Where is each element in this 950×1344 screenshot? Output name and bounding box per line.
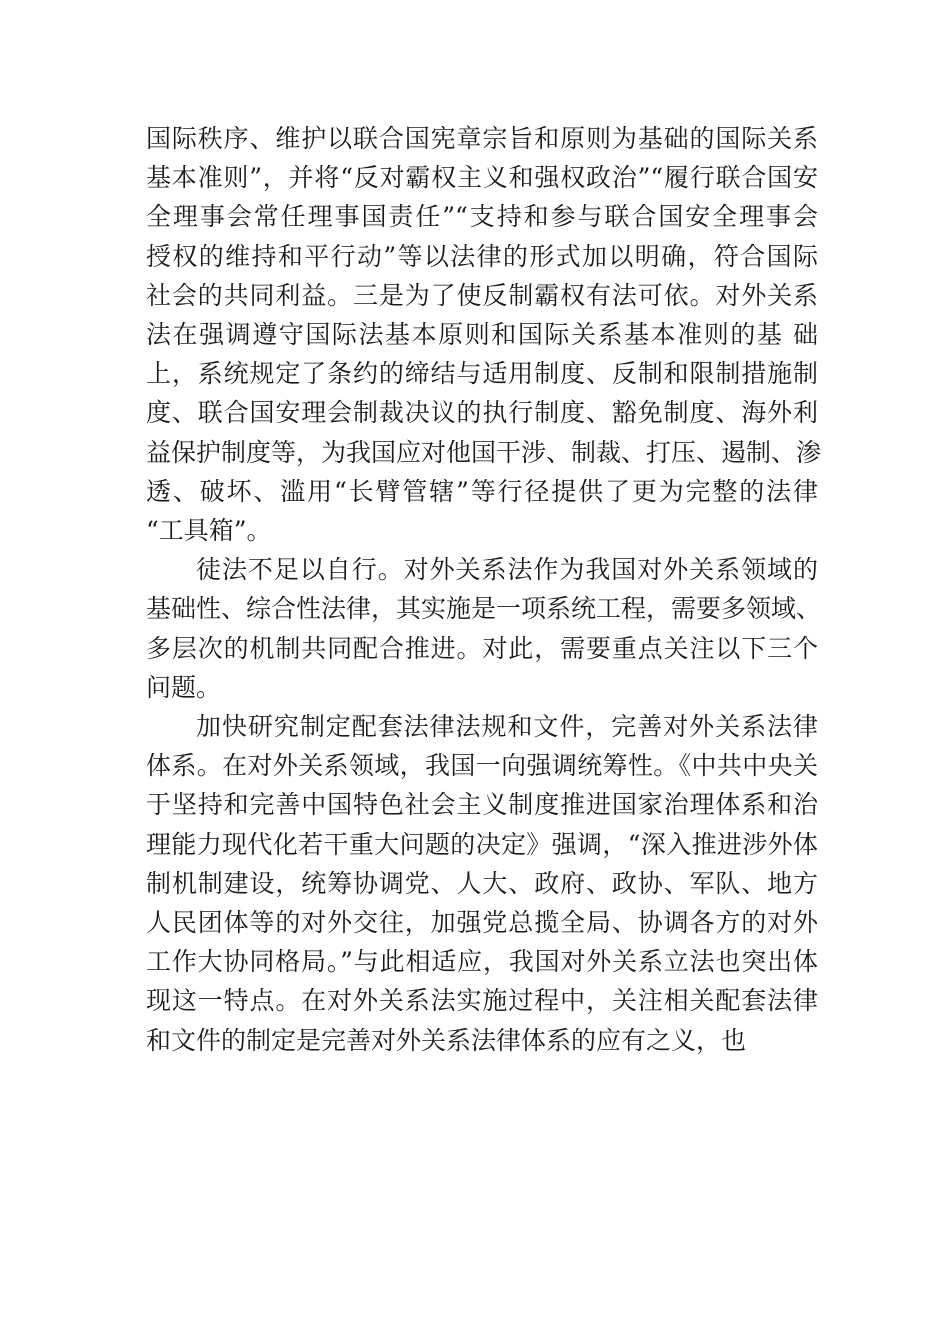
text-line: 度、联合国安理会制裁决议的执行制度、豁免制度、海外利: [146, 398, 818, 428]
text-line: 基础性、综合性法律，其实施是一项系统工程，需要多领域、: [146, 594, 822, 624]
text-line: 问题。: [146, 672, 222, 702]
text-line: 全理事会常任理事国责任”“支持和参与联合国安全理事会: [146, 202, 818, 232]
text-line: 国际秩序、维护以联合国宪章宗旨和原则为基础的国际关系: [146, 124, 818, 153]
text-line: 人民团体等的对外交往，加强党总揽全局、协调各方的对外: [146, 908, 818, 938]
text-line: 社会的共同利益。三是为了使反制霸权有法可依。对外关系: [146, 280, 818, 310]
text-line: 多层次的机制共同配合推进。对此，需要重点关注以下三个: [146, 633, 818, 663]
text-line: 加快研究制定配套法律法规和文件，完善对外关系法律: [196, 712, 818, 742]
text-line: 上，系统规定了条约的缔结与适用制度、反制和限制措施制: [146, 359, 818, 389]
text-line: “工具箱”。: [146, 516, 272, 546]
text-line: 现这一特点。在对外关系法实施过程中，关注相关配套法律: [146, 986, 818, 1016]
text-line: 基本准则”，并将“反对霸权主义和强权政治”“履行联合国安: [146, 163, 818, 193]
body-text: [146, 119, 822, 1060]
text-line: 益保护制度等，为我国应对他国干涉、制裁、打压、遏制、渗: [146, 437, 822, 467]
text-line: 工作大协同格局。”与此相适应，我国对外关系立法也突出体: [146, 947, 818, 977]
text-line: 于坚持和完善中国特色社会主义制度推进国家治理体系和治: [146, 790, 818, 820]
text-line: 徒法不足以自行。对外关系法作为我国对外关系领域的: [196, 555, 818, 585]
paragraph-2: [146, 550, 822, 707]
text-line: 透、破坏、滥用“长臂管辖”等行径提供了更为完整的法律: [146, 476, 818, 506]
paragraph-3: [146, 707, 818, 1060]
text-line: 授权的维持和平行动”等以法律的形式加以明确，符合国际: [146, 241, 818, 271]
text-line: 和文件的制定是完善对外关系法律体系的应有之义，也: [146, 1025, 747, 1055]
text-line: 制机制建设，统筹协调党、人大、政府、政协、军队、地方: [146, 868, 818, 898]
text-line: 体系。在对外关系领域，我国一向强调统筹性。《中共中央关: [146, 751, 818, 781]
text-line: 法在强调遵守国际法基本原则和国际关系基本准则的基 础: [146, 320, 818, 350]
text-line: 理能力现代化若干重大问题的决定》强调，“深入推进涉外体: [146, 829, 818, 859]
paragraph-1: [146, 119, 822, 550]
